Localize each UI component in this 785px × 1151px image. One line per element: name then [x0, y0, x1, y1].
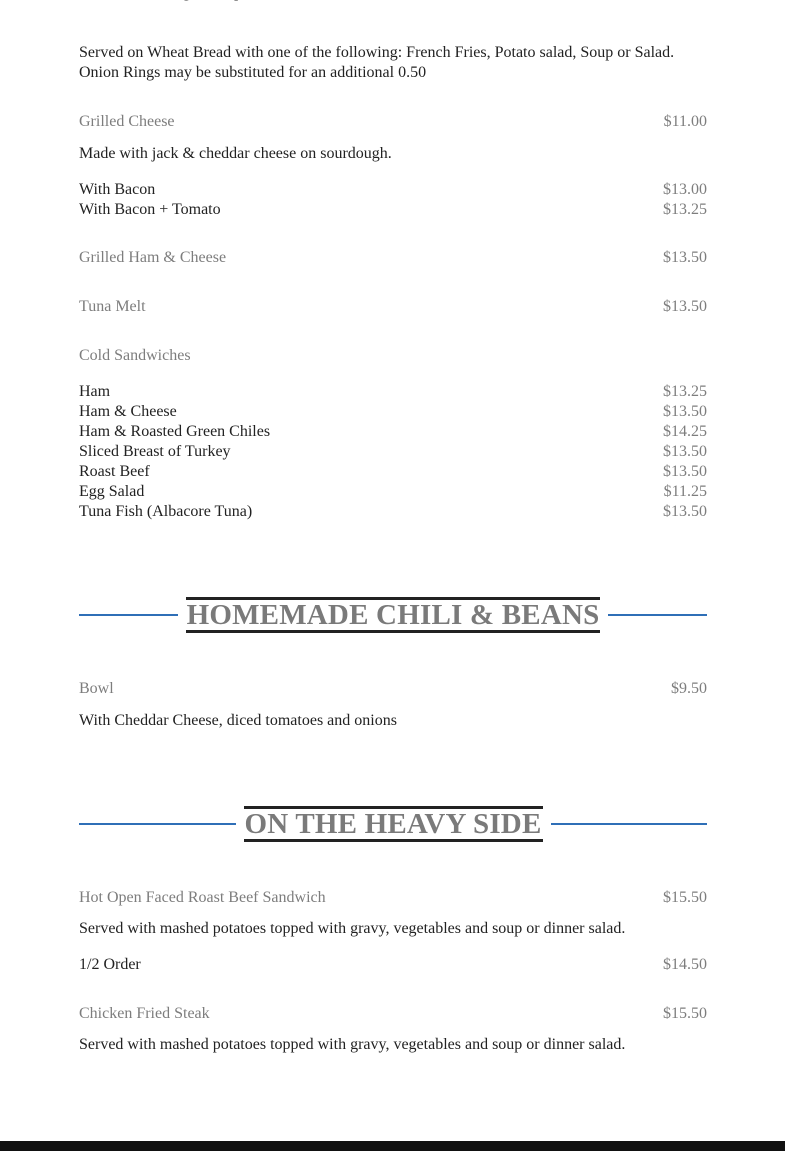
footer-bar: [0, 1141, 785, 1151]
item-price: $14.25: [663, 423, 707, 440]
intro-served-line-1: Served on Wheat Bread with one of the following: French Fries, Potato salad, Soup or Salad.: [79, 44, 675, 61]
intro-cut-line: [79, 0, 453, 1]
item-price: $9.50: [671, 680, 707, 697]
menu-item-chicken-fried-steak: [79, 1004, 707, 1024]
item-label: Ham & Cheese: [79, 403, 177, 420]
list-item: [79, 482, 707, 502]
item-label: Tuna Fish (Albacore Tuna): [79, 503, 253, 520]
divider-right: [608, 614, 707, 616]
option-label: With Bacon + Tomato: [79, 201, 221, 218]
cold-sandwiches-title: [79, 346, 707, 366]
item-description: Served with mashed potatoes topped with gravy, vegetables and soup or dinner salad.: [79, 920, 626, 937]
item-price: $15.50: [663, 889, 707, 906]
item-price: $13.50: [663, 298, 707, 315]
item-option: [79, 200, 707, 220]
item-price: $11.00: [663, 113, 707, 130]
intro-served-text: [79, 43, 707, 83]
menu-item-roast-beef: [79, 888, 707, 908]
item-description: With Cheddar Cheese, diced tomatoes and onions: [79, 712, 397, 729]
list-item: [79, 422, 707, 442]
item-label: Sliced Breast of Turkey: [79, 443, 231, 460]
item-price: $13.50: [663, 463, 707, 480]
item-label: Ham & Roasted Green Chiles: [79, 423, 271, 440]
item-name: Hot Open Faced Roast Beef Sandwich: [79, 889, 326, 906]
item-price: $13.50: [663, 503, 707, 520]
item-label: Ham: [79, 383, 111, 400]
section-heading: ON THE HEAVY SIDE: [244, 808, 542, 840]
item-price: $13.50: [663, 403, 707, 420]
item-name: Bowl: [79, 680, 114, 697]
menu-item-bowl: [79, 679, 707, 699]
menu-item-tuna-melt: [79, 297, 707, 317]
intro-served-line-2: Onion Rings may be substituted for an additional 0.50: [79, 64, 427, 81]
item-name: Grilled Ham & Cheese: [79, 249, 227, 266]
divider-right: [551, 823, 708, 825]
section-header-heavy: [79, 806, 707, 842]
section-heading: HOMEMADE CHILI & BEANS: [186, 599, 600, 631]
section-header-chili: [79, 597, 707, 633]
item-name: Tuna Melt: [79, 298, 146, 315]
item-label: Egg Salad: [79, 483, 145, 500]
list-item: [79, 462, 707, 482]
menu-item-grilled-ham-cheese: [79, 248, 707, 268]
menu-item-grilled-cheese: [79, 112, 707, 132]
option-label: With Bacon: [79, 181, 156, 198]
item-label: Roast Beef: [79, 463, 150, 480]
section-subtitle: Cold Sandwiches: [79, 347, 191, 364]
item-name: Grilled Cheese: [79, 113, 175, 130]
divider-left: [79, 823, 236, 825]
item-option: [79, 955, 707, 975]
item-name: Chicken Fried Steak: [79, 1005, 210, 1022]
item-description: Made with jack & cheddar cheese on sourdough.: [79, 145, 392, 162]
item-description: Served with mashed potatoes topped with gravy, vegetables and soup or dinner salad.: [79, 1036, 626, 1053]
divider-left: [79, 614, 178, 616]
list-item: [79, 442, 707, 462]
item-price: $13.50: [663, 443, 707, 460]
list-item: [79, 382, 707, 402]
item-price: $13.50: [663, 249, 707, 266]
option-price: $14.50: [663, 956, 707, 973]
option-label: 1/2 Order: [79, 956, 141, 973]
option-price: $13.00: [663, 181, 707, 198]
option-price: $13.25: [663, 201, 707, 218]
item-price: $15.50: [663, 1005, 707, 1022]
intro-cut-text: [79, 0, 707, 3]
item-price: $11.25: [663, 483, 707, 500]
list-item: [79, 402, 707, 422]
list-item: [79, 502, 707, 522]
item-price: $13.25: [663, 383, 707, 400]
item-option: [79, 180, 707, 200]
